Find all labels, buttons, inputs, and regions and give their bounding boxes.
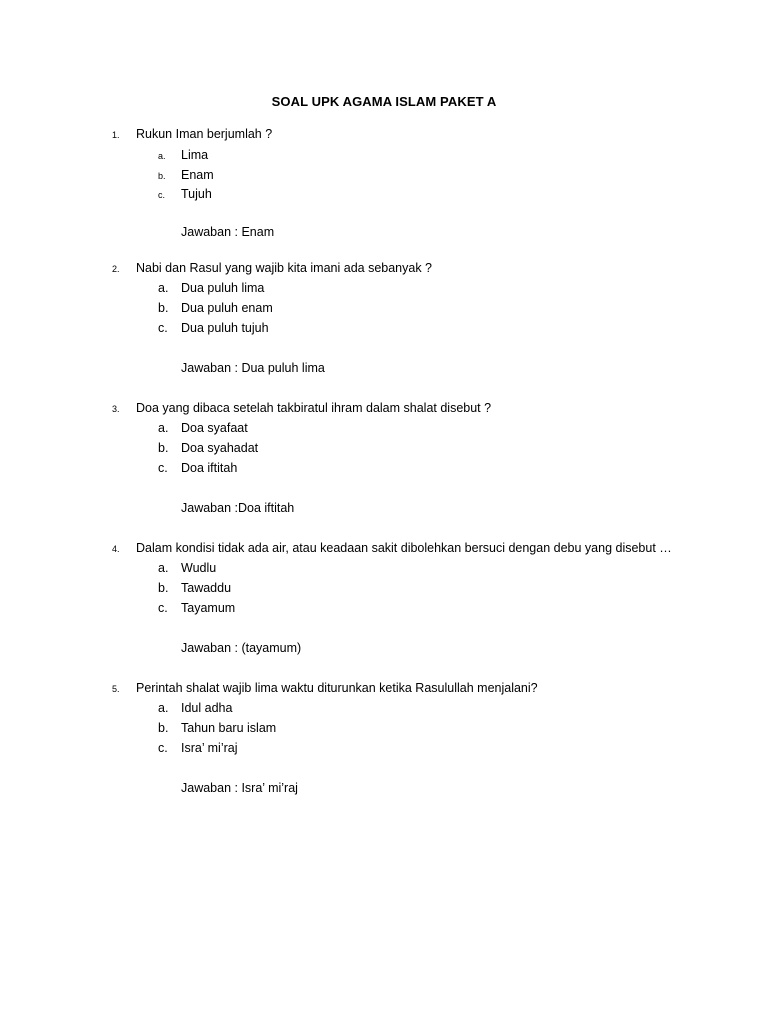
- option-letter: b.: [158, 441, 169, 455]
- question-text: Rukun Iman berjumlah ?: [136, 127, 273, 141]
- question-number: 3.: [112, 404, 120, 414]
- option-3b: [0, 441, 768, 461]
- option-letter: b.: [158, 721, 169, 735]
- option-letter: a.: [158, 151, 166, 161]
- option-letter: b.: [158, 171, 166, 181]
- option-letter: c.: [158, 321, 168, 335]
- option-letter: a.: [158, 421, 169, 435]
- option-letter: c.: [158, 190, 166, 200]
- option-text: Doa syahadat: [181, 441, 259, 455]
- question-number: 5.: [112, 684, 120, 694]
- answer-2: Jawaban : Dua puluh lima: [181, 361, 325, 375]
- option-text: Tayamum: [181, 601, 236, 615]
- option-5c: [0, 741, 768, 761]
- question-text: Perintah shalat wajib lima waktu diturunkan ketika Rasulullah menjalani?: [136, 681, 538, 695]
- option-letter: c.: [158, 461, 168, 475]
- option-text: Enam: [181, 168, 214, 182]
- option-2c: [0, 321, 768, 341]
- option-letter: b.: [158, 301, 169, 315]
- option-letter: c.: [158, 741, 168, 755]
- option-1c: [0, 187, 768, 207]
- option-letter: a.: [158, 701, 169, 715]
- option-text: Dua puluh tujuh: [181, 321, 269, 335]
- answer-4: Jawaban : (tayamum): [181, 641, 302, 655]
- question-number: 1.: [112, 130, 120, 140]
- option-5a: [0, 701, 768, 721]
- option-2a: [0, 281, 768, 301]
- option-text: Tawaddu: [181, 581, 232, 595]
- question-number: 2.: [112, 264, 120, 274]
- answer-5: Jawaban : Isra’ mi’raj: [181, 781, 298, 795]
- answer-1: Jawaban : Enam: [181, 225, 275, 239]
- option-1b: [0, 168, 768, 188]
- option-text: Tahun baru islam: [181, 721, 277, 735]
- option-letter: b.: [158, 581, 169, 595]
- option-text: Doa syafaat: [181, 421, 248, 435]
- option-text: Idul adha: [181, 701, 233, 715]
- option-text: Doa iftitah: [181, 461, 238, 475]
- option-4a: [0, 561, 768, 581]
- option-text: Wudlu: [181, 561, 217, 575]
- question-text: Dalam kondisi tidak ada air, atau keadaan sakit dibolehkan bersuci dengan debu yang disebut …: [136, 541, 672, 555]
- option-text: Dua puluh enam: [181, 301, 273, 315]
- question-text: Doa yang dibaca setelah takbiratul ihram dalam shalat disebut ?: [136, 401, 492, 415]
- answer-3: Jawaban :Doa iftitah: [181, 501, 295, 515]
- option-1a: [0, 148, 768, 168]
- option-letter: a.: [158, 561, 169, 575]
- question-text: Nabi dan Rasul yang wajib kita imani ada sebanyak ?: [136, 261, 433, 275]
- option-4c: [0, 601, 768, 621]
- option-3a: [0, 421, 768, 441]
- document-title: SOAL UPK AGAMA ISLAM PAKET A: [271, 94, 497, 109]
- option-text: Isra’ mi’raj: [181, 741, 238, 755]
- option-letter: a.: [158, 281, 169, 295]
- option-5b: [0, 721, 768, 741]
- option-text: Tujuh: [181, 187, 212, 201]
- option-text: Dua puluh lima: [181, 281, 265, 295]
- option-letter: c.: [158, 601, 168, 615]
- option-4b: [0, 581, 768, 601]
- question-number: 4.: [112, 544, 120, 554]
- option-2b: [0, 301, 768, 321]
- option-text: Lima: [181, 148, 209, 162]
- option-3c: [0, 461, 768, 481]
